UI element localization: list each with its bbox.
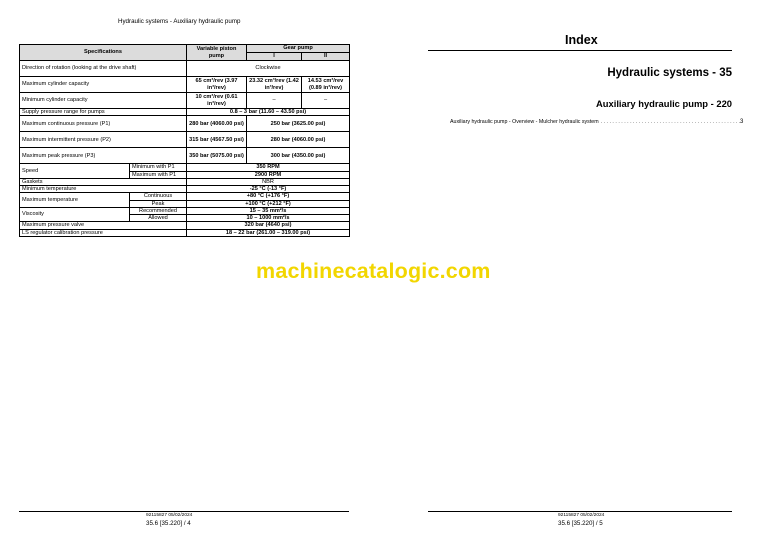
running-head: Hydraulic systems - Auxiliary hydraulic pump (118, 18, 241, 25)
table-row (20, 148, 350, 164)
toc-entry-text: Auxiliary hydraulic pump - Overview - Mulcher hydraulic system (450, 119, 599, 125)
row-label: LS regulator calibration pressure (20, 229, 187, 236)
row-label: Maximum continuous pressure (P1) (20, 116, 187, 132)
row-label: Viscosity (20, 207, 130, 222)
footer-rule (19, 511, 349, 512)
specifications-table (19, 44, 350, 237)
row-value: 15 – 35 mm²/s (187, 207, 350, 214)
row-value: 23.32 cm³/rev (1.42 in³/rev) (247, 77, 302, 93)
row-sublabel: Peak (130, 200, 187, 207)
row-label: Gaskets (20, 178, 187, 185)
toc-entry-page: 3 (740, 119, 744, 125)
row-label: Minimum temperature (20, 186, 187, 193)
row-label: Speed (20, 164, 130, 179)
header-gear-ii: II (302, 53, 350, 61)
row-label: Maximum pressure valve (20, 222, 187, 229)
row-label: Maximum peak pressure (P3) (20, 148, 187, 164)
table-row (20, 229, 350, 236)
footer-page-number: 35.6 [35.220] / 5 (558, 520, 603, 527)
table-row (20, 164, 350, 171)
footer-doc-code: 92115827 05/02/2024 (558, 513, 605, 518)
table-row (20, 93, 350, 109)
row-value: 300 bar (4350.00 psi) (247, 148, 350, 164)
row-sublabel: Maximum with P1 (130, 171, 187, 178)
row-label: Maximum cylinder capacity (20, 77, 187, 93)
row-value: 350 bar (5075.00 psi) (187, 148, 247, 164)
table-row (20, 207, 350, 214)
row-value: 320 bar (4640 psi) (187, 222, 350, 229)
toc-entry-link[interactable] (450, 119, 742, 125)
footer-doc-code: 92115827 05/02/2024 (146, 513, 193, 518)
row-value: 250 bar (3625.00 psi) (247, 116, 350, 132)
row-value: NBR (187, 178, 350, 185)
row-label: Direction of rotation (looking at the drive shaft) (20, 61, 187, 77)
row-value: – (302, 93, 350, 109)
row-label: Maximum temperature (20, 193, 130, 208)
table-row (20, 132, 350, 148)
table-row (20, 222, 350, 229)
row-value: 280 bar (4060.00 psi) (247, 132, 350, 148)
row-value: 2900 RPM (187, 171, 350, 178)
table-row (20, 186, 350, 193)
table-row (20, 109, 350, 116)
index-title-rule (428, 50, 732, 51)
row-value: 14.53 cm³/rev (0.89 in³/rev) (302, 77, 350, 93)
row-value: 315 bar (4567.50 psi) (187, 132, 247, 148)
section-title: Hydraulic systems - 35 (607, 67, 732, 79)
row-label: Minimum cylinder capacity (20, 93, 187, 109)
row-value: 0.8 – 3 bar (11.60 – 43.50 psi) (187, 109, 350, 116)
table-row (20, 193, 350, 200)
footer-rule (428, 511, 732, 512)
table-header-row (20, 45, 350, 53)
table-row (20, 61, 350, 77)
row-value: – (247, 93, 302, 109)
header-variable-pump: Variable piston pump (187, 45, 247, 61)
row-sublabel: Allowed (130, 215, 187, 222)
row-label: Maximum intermittent pressure (P2) (20, 132, 187, 148)
row-value: +80 °C (+176 °F) (187, 193, 350, 200)
index-title: Index (565, 33, 598, 47)
toc-leader-dots (601, 119, 740, 125)
row-value: -25 °C (-13 °F) (187, 186, 350, 193)
row-value: Clockwise (187, 61, 350, 77)
row-value: +100 °C (+212 °F) (187, 200, 350, 207)
footer-page-number: 35.6 [35.220] / 4 (146, 520, 191, 527)
row-value: 350 RPM (187, 164, 350, 171)
header-gear-i: I (247, 53, 302, 61)
subsection-title: Auxiliary hydraulic pump - 220 (596, 98, 732, 109)
table-row (20, 77, 350, 93)
header-gear-pump: Gear pump (247, 45, 350, 53)
table-row (20, 178, 350, 185)
row-value: 65 cm³/rev (3.97 in³/rev) (187, 77, 247, 93)
row-value: 10 cm³/rev (0.61 in³/rev) (187, 93, 247, 109)
row-value: 18 – 22 bar (261.00 – 319.00 psi) (187, 229, 350, 236)
row-value: 280 bar (4060.00 psi) (187, 116, 247, 132)
watermark-text: machinecatalogic.com (256, 259, 491, 283)
table-row (20, 116, 350, 132)
row-label: Supply pressure range for pumps (20, 109, 187, 116)
row-sublabel: Recommended (130, 207, 187, 214)
header-specifications: Specifications (20, 45, 187, 61)
row-value: 10 – 1000 mm²/s (187, 215, 350, 222)
row-sublabel: Continuous (130, 193, 187, 200)
row-sublabel: Minimum with P1 (130, 164, 187, 171)
